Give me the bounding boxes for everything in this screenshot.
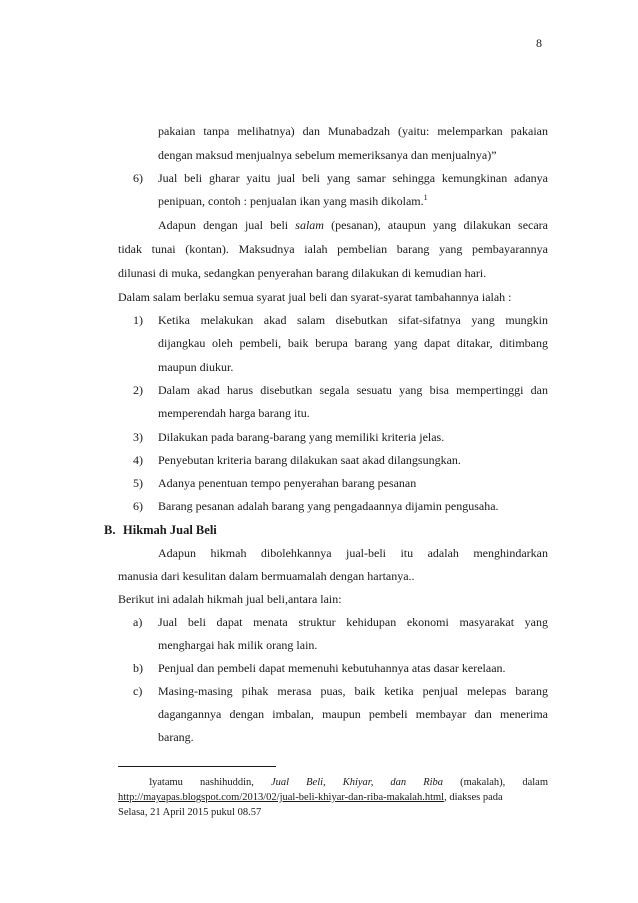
list-number: 5): [133, 476, 143, 490]
italic-term: salam: [295, 218, 324, 232]
list-number: 6): [133, 499, 143, 513]
text-span: Adapun dengan jual beli: [158, 218, 296, 232]
text-line: [158, 194, 428, 208]
text-span: yatamu nashihuddin,: [152, 777, 271, 788]
list-number: 2): [133, 383, 143, 397]
list-number: 3): [133, 430, 143, 444]
text-line: Jual beli gharar yaitu jual beli yang samar sehingga kemungkinan adanya: [158, 171, 548, 185]
text-line: Penjual dan pembeli dapat memenuhi kebutuhannya atas dasar kerelaan.: [158, 661, 506, 675]
text-line: manusia dari kesulitan dalam bermuamalah dengan hartanya..: [118, 569, 415, 583]
text-line: memperendah harga barang itu.: [158, 406, 310, 420]
list-number: 6): [133, 171, 143, 185]
text-line: dengan maksud menjualnya sebelum memeriksanya dan menjualnya)”: [158, 148, 497, 162]
text-line: Adapun hikmah dibolehkannya jual-beli itu adalah menghindarkan: [158, 546, 548, 560]
footnote-line: [118, 791, 503, 804]
list-number: 4): [133, 453, 143, 467]
text-line: Dalam salam berlaku semua syarat jual beli dan syarat-syarat tambahannya ialah :: [118, 290, 512, 304]
footnote-link[interactable]: http://mayapas.blogspot.com/2013/02/jual-beli-khiyar-dan-riba-makalah.html: [118, 792, 445, 803]
footnote-number: 1: [148, 777, 154, 788]
text-line: Masing-masing pihak merasa puas, baik ketika penjual melepas barang: [158, 684, 548, 698]
text-line: Ketika melakukan akad salam disebutkan sifat-sifatnya yang mungkin: [158, 313, 548, 327]
text-line: Adanya penentuan tempo penyerahan barang pesanan: [158, 476, 417, 490]
text-line: [158, 218, 548, 232]
list-number: 1): [133, 313, 143, 327]
section-label: B.: [104, 523, 116, 537]
text-line: barang.: [158, 730, 194, 744]
text-line: Jual beli dapat menata struktur kehidupan ekonomi masyarakat yang: [158, 615, 548, 629]
list-number: c): [133, 684, 143, 698]
text-line: Penyebutan kriteria barang dilakukan saat akad dilangsungkan.: [158, 453, 461, 467]
page-number: 8: [536, 36, 542, 50]
text-line: maupun diukur.: [158, 360, 234, 374]
text-span: penipuan, contoh : penjualan ikan yang masih dikolam.: [158, 194, 424, 208]
text-line: tidak tunai (kontan). Maksudnya ialah pembelian barang yang pembayarannya: [118, 242, 548, 256]
footnote-line: [118, 776, 548, 789]
text-line: menghargai hak milik orang lain.: [158, 638, 318, 652]
text-line: Dalam akad harus disebutkan segala sesuatu yang bisa mempertinggi dan: [158, 383, 548, 397]
section-title: Hikmah Jual Beli: [123, 523, 217, 537]
footnote-line: Selasa, 21 April 2015 pukul 08.57: [118, 807, 262, 818]
footnote-reference[interactable]: 1: [423, 193, 428, 202]
text-line: Dilakukan pada barang-barang yang memiliki kriteria jelas.: [158, 430, 445, 444]
text-span: (pesanan), ataupun yang dilakukan secara: [323, 218, 548, 232]
text-line: Berikut ini adalah hikmah jual beli,antara lain:: [118, 592, 342, 606]
text-line: dagangannya dengan imbalan, maupun pembeli membayar dan menerima: [158, 707, 548, 721]
list-number: a): [133, 615, 143, 629]
footnote-separator: [118, 766, 276, 767]
text-line: pakaian tanpa melihatnya) dan Munabadzah (yaitu: melemparkan pakaian: [158, 124, 548, 138]
text-line: dilunasi di muka, sedangkan penyerahan barang dilakukan di kemudian hari.: [118, 266, 487, 280]
text-line: Barang pesanan adalah barang yang pengadaannya dijamin pengusaha.: [158, 499, 499, 513]
text-span: , diakses pada: [444, 792, 503, 803]
italic-title: Jual Beli, Khiyar, dan Riba: [270, 777, 444, 788]
list-number: b): [133, 661, 143, 675]
text-line: dijangkau oleh pembeli, baik berupa barang yang dapat ditakar, ditimbang: [158, 336, 548, 350]
text-span: (makalah), dalam: [443, 777, 548, 788]
